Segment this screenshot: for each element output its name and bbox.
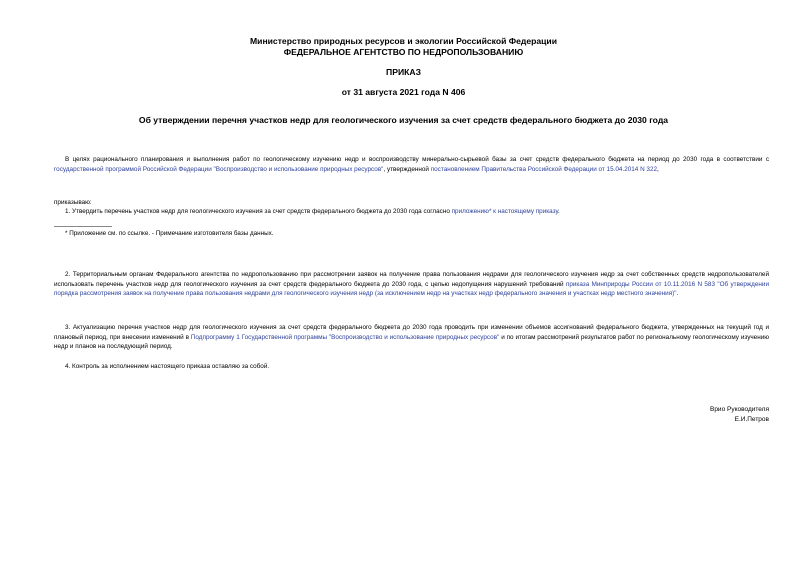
item-3-end: и по итогам рассмотрений результатов работ по региональному геологическому изучению недр и планов на последующий период. (54, 333, 770, 351)
item-4: 4. Контроль за исполнением настоящего приказа оставляю за собой. (65, 363, 270, 370)
signatory-position: Врио Руководителя (709, 406, 769, 413)
order-word: приказываю: (54, 199, 92, 206)
item-3-text: 3. Актуализацию перечня участков недр для геологического изучения за счет средств федерального бюджета до 2030 года проводить при изменении объемов ассигнований федерального бюджета, утвержденных на текущий год и плановый период, при внесении изменений в (54, 324, 769, 341)
document-date-number: от 31 августа 2021 года N 406 (341, 87, 466, 97)
ministry-name: Министерство природных ресурсов и экологии Российской Федерации (250, 36, 557, 46)
document-type: ПРИКАЗ (386, 67, 421, 77)
footnote: * Приложение см. по ссылке. - Примечание изготовителя базы данных. (65, 230, 274, 237)
item-2-text: 2. Территориальным органам Федерального агентства по недропользованию при рассмотрении заявок на получение права пользования недрами для геологического изучения недр за счет собственных средств недропользователей использовать перечень участков недр для геологического изучения за счет средств федерального бюджета до 2030 года, с целью недопущения нарушений требований (54, 271, 769, 288)
state-program-link[interactable]: государственной программой Российской Федерации "Воспроизводство и использование природных ресурсов" (54, 165, 384, 173)
intro-text-3: , (657, 165, 659, 173)
appendix-link[interactable]: приложению* к настоящему приказу (451, 208, 559, 215)
agency-name: ФЕДЕРАЛЬНОЕ АГЕНТСТВО ПО НЕДРОПОЛЬЗОВАНИЮ (283, 47, 524, 57)
item-1-text: 1. Утвердить перечень участков недр для геологического изучения за счет средств федерального бюджета до 2030 года согласно (65, 208, 452, 215)
intro-paragraph (54, 155, 769, 174)
item-3 (54, 323, 769, 352)
intro-text-1: В целях рационального планирования и выполнения работ по геологическому изучению недр и воспроизводству минерально-сырьевой базы за счет средств федерального бюджета на период до 2030 года в соответствии с (65, 156, 769, 163)
item-1-end: . (558, 208, 560, 215)
signatory-name: Е.И.Петров (734, 416, 769, 423)
footnote-divider (54, 226, 112, 227)
document-title: Об утверждении перечня участков недр для геологического изучения за счет средств федерального бюджета до 2030 года (138, 115, 669, 125)
subprogram-link[interactable]: Подпрограмму 1 Государственной программы "Воспроизводство и использование природных ресурсов" (190, 333, 500, 341)
item-1 (54, 207, 769, 217)
item-2 (54, 270, 769, 299)
government-decree-link[interactable]: постановлением Правительства Российской Федерации от 15.04.2014 N 322 (430, 165, 657, 173)
item-2-end: . (676, 290, 679, 298)
intro-text-2: , утвержденной (383, 165, 431, 173)
ministry-order-link[interactable]: приказа Минприроды России от 10.11.2016 N 583 "Об утверждении порядка рассмотрения заявок на получение права пользования недрами для геологического изучения недр (за исключением недр на участках недр федерального значения и участках недр местного значения)" (54, 280, 769, 298)
